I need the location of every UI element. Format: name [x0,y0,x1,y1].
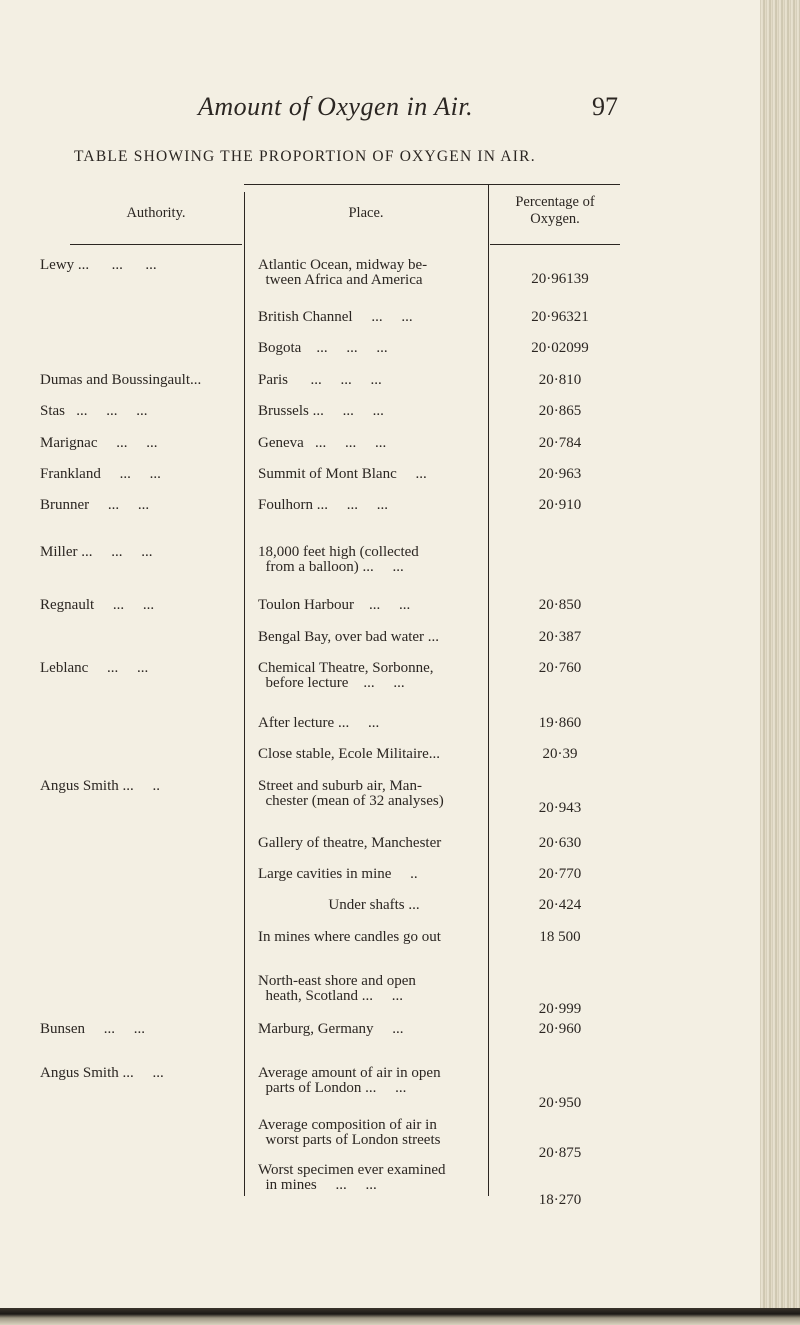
place-cell: Foulhorn ... ... ... [258,497,389,513]
percentage-cell: 20·630 [538,835,582,851]
percentage-cell: 20·850 [538,597,582,613]
percentage-cell: 18 500 [539,929,581,945]
authority-cell: Dumas and Boussingault... [40,372,202,388]
authority-header-rule [70,244,242,245]
place-cell: Brussels ... ... ... [258,403,384,419]
authority-cell: Leblanc ... ... [40,660,149,676]
place-cell: Bogota ... ... ... [258,340,388,356]
column-header-percentage: Percentage of Oxygen. [515,194,595,227]
percentage-cell: 20·39 [542,746,578,762]
authority-cell: Regnault ... ... [40,597,155,613]
place-cell: Marburg, Germany ... [258,1021,404,1037]
percentage-cell: 20·96321 [531,309,589,325]
percentage-cell: 19·860 [538,715,582,731]
column-header-place: Place. [348,205,384,221]
place-cell: Toulon Harbour ... ... [258,597,411,613]
percentage-cell: 20·950 [538,1095,582,1111]
percentage-cell: 20·875 [538,1145,582,1161]
authority-cell: Angus Smith ... .. [40,778,161,794]
place-cell: Large cavities in mine .. [258,866,418,882]
place-cell: Worst specimen ever examined in mines ... ... [258,1162,446,1193]
place-cell: Chemical Theatre, Sorbonne, before lecture ... ... [258,660,434,691]
place-cell: Average composition of air in worst parts of London streets [258,1117,441,1148]
percentage-cell: 20·999 [538,1001,582,1017]
percentage-cell: 18·270 [538,1192,582,1208]
percentage-cell: 20·770 [538,866,582,882]
authority-cell: Lewy ... ... ... [40,257,157,273]
place-cell: Close stable, Ecole Militaire... [258,746,441,762]
percentage-cell: 20·943 [538,800,582,816]
place-cell: Summit of Mont Blanc ... [258,466,427,482]
place-cell: 18,000 feet high (collected from a balloon) ... ... [258,544,419,575]
table-top-rule [244,184,620,185]
place-cell: Paris ... ... ... [258,372,382,388]
authority-cell: Angus Smith ... ... [40,1065,164,1081]
percentage-cell: 20·424 [538,897,582,913]
page-number: 97 [592,92,618,121]
authority-cell: Miller ... ... ... [40,544,153,560]
running-header [0,92,760,128]
percentage-cell: 20·963 [538,466,582,482]
percentage-cell: 20·96139 [531,271,589,287]
place-cell: Geneva ... ... ... [258,435,387,451]
place-cell: After lecture ... ... [258,715,380,731]
percentage-header-rule [490,244,620,245]
percentage-cell: 20·810 [538,372,582,388]
authority-cell: Brunner ... ... [40,497,150,513]
place-cell: Average amount of air in open parts of London ... ... [258,1065,441,1096]
percentage-cell: 20·760 [538,660,582,676]
authority-cell: Marignac ... ... [40,435,158,451]
place-cell: British Channel ... ... [258,309,413,325]
place-cell: Street and suburb air, Man- chester (mean of 32 analyses) [258,778,444,809]
page-edges [760,0,800,1325]
column-header-authority: Authority. [126,205,186,221]
page-bottom-edge [0,1308,800,1325]
percentage-cell: 20·784 [538,435,582,451]
authority-cell: Frankland ... ... [40,466,161,482]
percentage-cell: 20·865 [538,403,582,419]
percentage-cell: 20·910 [538,497,582,513]
place-cell: Gallery of theatre, Manchester [258,835,442,851]
percentage-cell: 20·387 [538,629,582,645]
table-title: TABLE SHOWING THE PROPORTION OF OXYGEN IN AIR. [74,148,536,165]
percentage-cell: 20·02099 [531,340,589,356]
authority-cell: Stas ... ... ... [40,403,148,419]
place-cell: In mines where candles go out [258,929,441,945]
place-cell: Atlantic Ocean, midway be- tween Africa and America [258,257,428,288]
place-cell: North-east shore and open heath, Scotland ... ... [258,973,416,1004]
column-divider-1 [244,192,245,1196]
header-title: Amount of Oxygen in Air. [198,92,474,121]
place-cell: Bengal Bay, over bad water ... [258,629,440,645]
percentage-cell: 20·960 [538,1021,582,1037]
authority-cell: Bunsen ... ... [40,1021,145,1037]
place-cell: Under shafts ... [328,897,420,913]
